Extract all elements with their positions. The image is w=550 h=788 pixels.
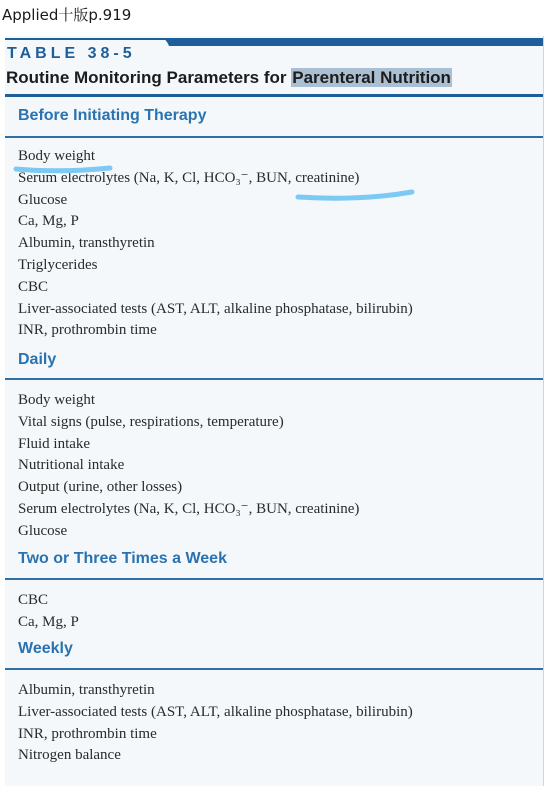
list-item: Glucose xyxy=(18,191,68,208)
section-heading-two-three-weekly: Two or Three Times a Week xyxy=(18,550,227,567)
list-item: Body weight xyxy=(18,148,96,164)
annotation-underline xyxy=(16,168,110,171)
table-title-highlight: Parenteral Nutrition xyxy=(292,68,451,87)
table-number: TABLE 38-5 xyxy=(7,45,136,62)
list-item: Ca, Mg, P xyxy=(18,613,79,630)
list-item: Vital signs (pulse, respirations, temperature) xyxy=(18,413,284,430)
list-item: Albumin, transthyretin xyxy=(18,235,155,252)
list-item: Liver-associated tests (AST, ALT, alkaline phosphatase, bilirubin) xyxy=(18,703,413,720)
list-item: Nutritional intake xyxy=(18,457,125,474)
annotation-underline xyxy=(298,192,412,198)
list-item: Glucose xyxy=(18,522,68,539)
section-heading-before-therapy: Before Initiating Therapy xyxy=(18,107,207,124)
list-item: Ca, Mg, P xyxy=(18,213,79,230)
section-heading-daily: Daily xyxy=(18,351,57,368)
list-item: CBC xyxy=(18,592,49,608)
list-item: Triglycerides xyxy=(18,256,98,273)
list-item: Fluid intake xyxy=(18,435,91,452)
page-caption: Applied十版p.919 xyxy=(2,6,132,24)
list-item: INR, prothrombin time xyxy=(18,322,157,339)
list-item: Output (urine, other losses) xyxy=(18,479,183,496)
list-item: Nitrogen balance xyxy=(18,747,121,764)
list-item: Serum electrolytes (Na, K, Cl, HCO₃⁻, BUN, creatinine) xyxy=(18,169,360,186)
list-item: INR, prothrombin time xyxy=(18,725,157,742)
list-item: Serum electrolytes (Na, K, Cl, HCO₃⁻, BUN, creatinine) xyxy=(18,500,360,517)
list-item: Body weight xyxy=(18,392,96,408)
table-title-prefix: Routine Monitoring Parameters for xyxy=(6,68,292,87)
list-item: Liver-associated tests (AST, ALT, alkaline phosphatase, bilirubin) xyxy=(18,300,413,317)
list-item: Albumin, transthyretin xyxy=(18,682,155,698)
section-heading-weekly: Weekly xyxy=(18,640,73,657)
list-item: CBC xyxy=(18,278,49,295)
